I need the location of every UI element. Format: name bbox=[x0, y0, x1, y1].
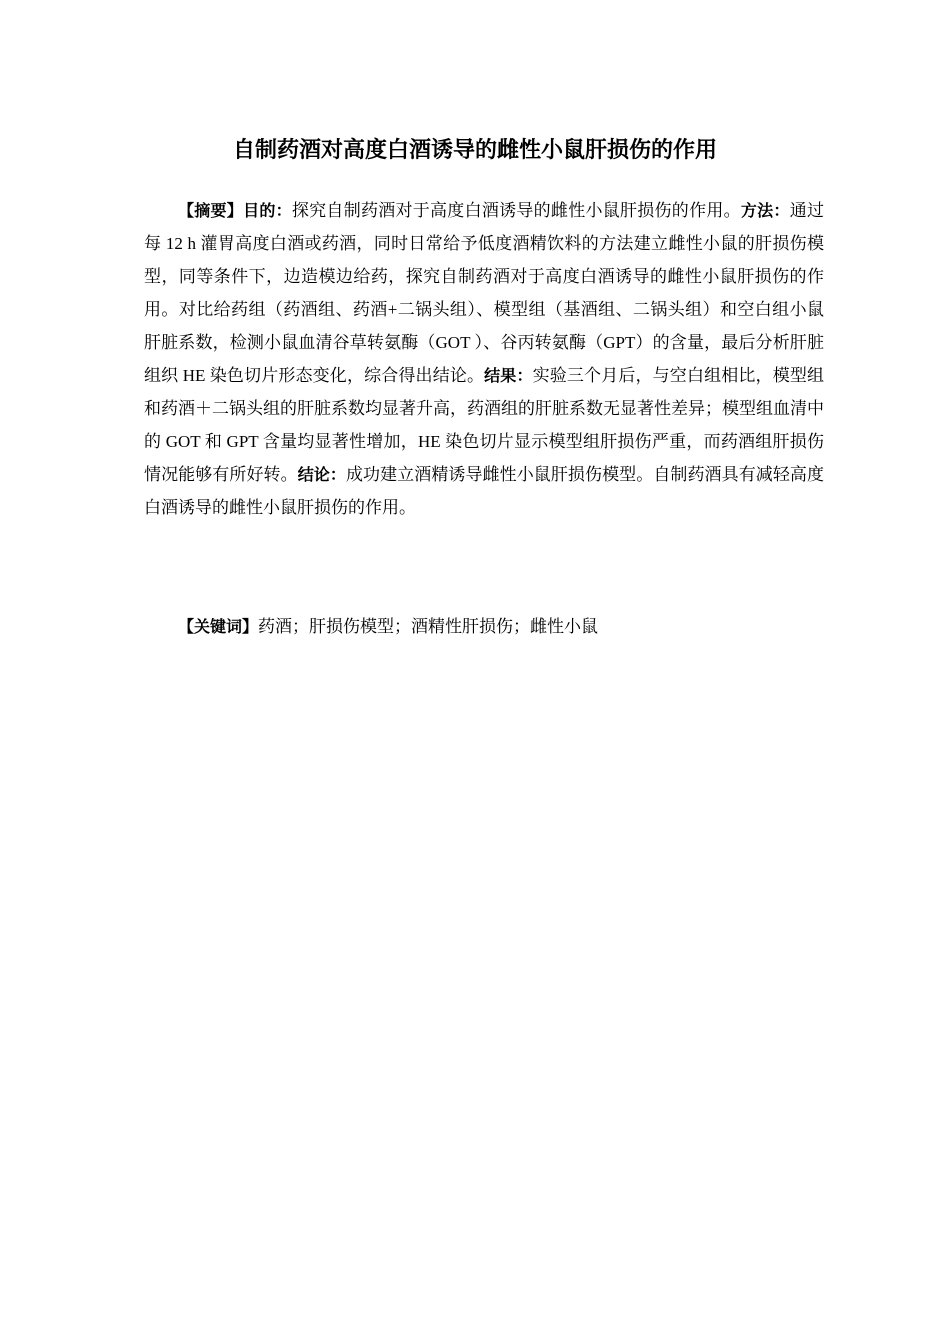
abstract-paragraph bbox=[144, 194, 824, 524]
document-title: 自制药酒对高度白酒诱导的雌性小鼠肝损伤的作用 bbox=[232, 138, 717, 163]
purpose-text: 探究自制药酒对于高度白酒诱导的雌性小鼠肝损伤的作用。 bbox=[291, 201, 741, 220]
results-text: 实验三个月后，与空白组相比，模型组和药酒＋二锅头组的肝脏系数均显著升高，药酒组的肝脏系数无显著性差异；模型组血清中的 GOT 和 GPT 含量均显著性增加，HE 染色切片显示模型组肝损伤严重，而药酒组肝损伤情况能够有所好转。 bbox=[144, 366, 824, 484]
keywords-text: 药酒；肝损伤模型；酒精性肝损伤；雌性小鼠 bbox=[258, 617, 599, 636]
results-label: 结果： bbox=[484, 366, 533, 385]
keywords-label: 【关键词】 bbox=[178, 617, 259, 636]
methods-text: 通过每 12 h 灌胃高度白酒或药酒，同时日常给予低度酒精饮料的方法建立雌性小鼠的肝损伤模型，同等条件下，边造模边给药，探究自制药酒对于高度白酒诱导的雌性小鼠肝损伤的作用。对比给药组（药酒组、药酒+二锅头组）、模型组（基酒组、二锅头组）和空白组小鼠肝脏系数，检测小鼠血清谷草转氨酶（GOT ）、谷丙转氨酶（GPT）的含量，最后分析肝脏组织 HE 染色切片形态变化，综合得出结论。 bbox=[144, 201, 824, 385]
purpose-label: 目的： bbox=[243, 201, 292, 220]
conclusion-label: 结论： bbox=[297, 465, 346, 484]
keywords-paragraph bbox=[144, 610, 824, 643]
methods-label: 方法： bbox=[740, 201, 790, 220]
abstract-label: 【摘要】 bbox=[178, 201, 244, 220]
conclusion-text: 成功建立酒精诱导雌性小鼠肝损伤模型。自制药酒具有减轻高度白酒诱导的雌性小鼠肝损伤的作用。 bbox=[144, 465, 825, 517]
